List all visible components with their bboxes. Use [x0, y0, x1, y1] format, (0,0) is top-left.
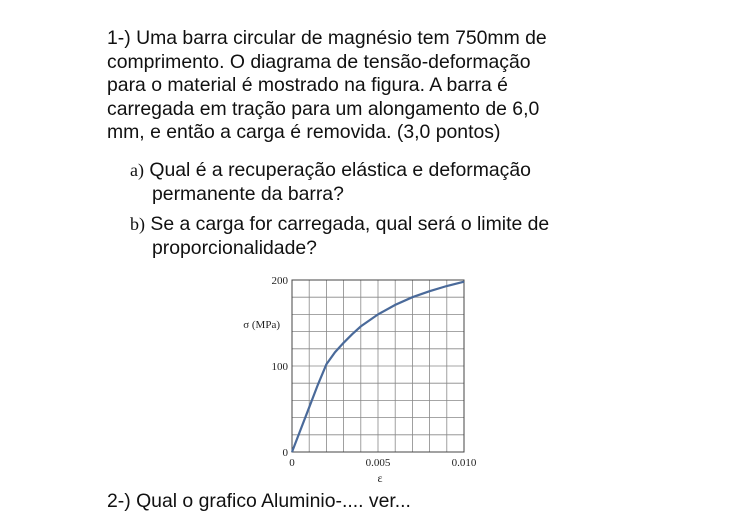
x-tick-label: 0.005	[365, 457, 391, 469]
stress-strain-chart	[230, 268, 500, 485]
y-tick-label: 0	[282, 447, 288, 459]
subquestion-b	[130, 213, 549, 260]
x-tick-label: 0	[289, 457, 295, 469]
chart-ticks	[272, 275, 477, 469]
question-line: mm, e então a carga é removida. (3,0 pontos)	[107, 121, 501, 144]
question-line: comprimento. O diagrama de tensão-deformação	[107, 50, 531, 73]
y-tick-label: 100	[271, 361, 288, 373]
question-line: para o material é mostrado na figura. A barra é	[107, 74, 508, 97]
subquestion-b-line1: Se a carga for carregada, qual será o limite de	[150, 213, 550, 235]
y-axis-label: σ (MPa)	[243, 319, 280, 331]
x-tick-label: 0.010	[451, 457, 477, 469]
subquestion-a	[130, 159, 531, 206]
y-tick-label: 200	[271, 275, 288, 287]
question-line: carregada em tração para um alongamento de 6,0	[107, 97, 540, 120]
subquestion-a-line1: Qual é a recuperação elástica e deformação	[149, 159, 531, 181]
question-line: 1-) Uma barra circular de magnésio tem 750mm de	[107, 27, 547, 49]
chart-grid	[292, 280, 464, 452]
subquestion-b-letter: b)	[130, 214, 145, 234]
next-question-cutoff: 2-) Qual o grafico Aluminio-.... ver...	[107, 490, 411, 512]
x-axis-label: ε	[377, 471, 383, 485]
subquestion-a-letter: a)	[130, 160, 144, 180]
subquestion-a-line2: permanente da barra?	[152, 182, 344, 205]
question-text	[107, 27, 667, 145]
subquestion-b-line2: proporcionalidade?	[152, 236, 317, 259]
